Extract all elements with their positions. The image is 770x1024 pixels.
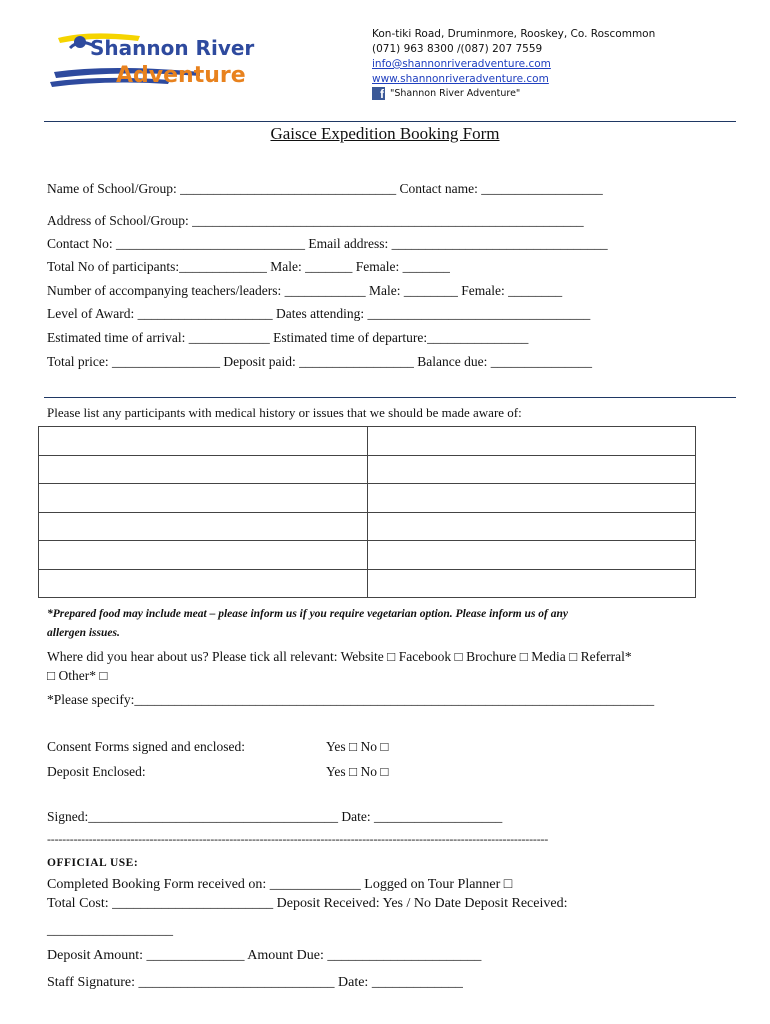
participants-field[interactable]: Total No of participants:_____________ Male: _______ Female: _______: [47, 259, 450, 274]
specify-field[interactable]: *Please specify:_____________________________________________________________________________: [47, 692, 655, 707]
dashed-separator: ------------------------------------------------------------------------------------------------------------------------------------: [47, 832, 549, 846]
address-field[interactable]: Address of School/Group: __________________________________________________________: [47, 213, 584, 228]
food-note-line2: allergen issues.: [47, 627, 120, 639]
table-cell[interactable]: [39, 541, 368, 570]
email-link[interactable]: info@shannonriveradventure.com: [372, 58, 551, 70]
consent-options[interactable]: Yes □ No □: [326, 739, 389, 754]
official-date-deposit-line[interactable]: __________________: [47, 923, 173, 938]
official-use-heading: OFFICIAL USE:: [47, 857, 139, 869]
official-deposit-amount-field[interactable]: Deposit Amount: ______________ Amount Due: ______________________: [47, 948, 482, 963]
form-title: Gaisce Expedition Booking Form: [270, 124, 500, 143]
signed-field[interactable]: Signed:_____________________________________ Date: ___________________: [47, 809, 503, 824]
school-group-field[interactable]: Name of School/Group: ________________________________ Contact name: __________________: [47, 181, 603, 196]
section-divider: [44, 397, 736, 398]
facebook-icon: f: [372, 87, 385, 100]
medical-table: [38, 426, 696, 598]
table-row: [39, 484, 696, 513]
table-row: [39, 569, 696, 598]
table-row: [39, 541, 696, 570]
table-cell[interactable]: [39, 569, 368, 598]
phone-text: (071) 963 8300 /(087) 207 7559: [372, 43, 543, 55]
table-cell[interactable]: [367, 427, 696, 456]
table-cell[interactable]: [367, 541, 696, 570]
hear-about-line2[interactable]: □ Other* □: [47, 668, 108, 683]
award-dates-field[interactable]: Level of Award: ____________________ Dates attending: _________________________________: [47, 306, 591, 321]
table-cell[interactable]: [39, 455, 368, 484]
official-received-field[interactable]: Completed Booking Form received on: _____________ Logged on Tour Planner □: [47, 877, 513, 892]
table-cell[interactable]: [367, 569, 696, 598]
table-cell[interactable]: [39, 427, 368, 456]
header-divider: [44, 121, 736, 122]
deposit-label: Deposit Enclosed:: [47, 764, 146, 779]
price-field[interactable]: Total price: ________________ Deposit paid: _________________ Balance due: _______________: [47, 354, 592, 369]
medical-prompt: Please list any participants with medical history or issues that we should be made aware of:: [47, 405, 522, 420]
address-text: Kon-tiki Road, Druminmore, Rooskey, Co. Roscommon: [372, 28, 656, 40]
table-cell[interactable]: [367, 484, 696, 513]
teachers-field[interactable]: Number of accompanying teachers/leaders: ____________ Male: ________ Female: ________: [47, 283, 563, 298]
consent-label: Consent Forms signed and enclosed:: [47, 739, 245, 754]
table-cell[interactable]: [39, 512, 368, 541]
table-cell[interactable]: [39, 484, 368, 513]
logo-line2: Adventure: [116, 63, 246, 88]
table-cell[interactable]: [367, 512, 696, 541]
official-total-cost-field[interactable]: Total Cost: _______________________ Deposit Received: Yes / No Date Deposit Received:: [47, 896, 568, 911]
website-link[interactable]: www.shannonriveradventure.com: [372, 73, 549, 85]
shannon-river-adventure-logo: [50, 28, 255, 94]
arrival-departure-field[interactable]: Estimated time of arrival: ____________ Estimated time of departure:_______________: [47, 330, 529, 345]
food-note-line1: *Prepared food may include meat – please inform us if you require vegetarian option. Please inform us of any: [47, 608, 568, 620]
facebook-row[interactable]: [372, 87, 520, 100]
table-row: [39, 427, 696, 456]
deposit-options[interactable]: Yes □ No □: [326, 764, 389, 779]
table-row: [39, 455, 696, 484]
hear-about-line1[interactable]: Where did you hear about us? Please tick all relevant: Website □ Facebook □ Brochure □ Media □ Referral*: [47, 649, 632, 664]
official-staff-signature-field[interactable]: Staff Signature: ____________________________ Date: _____________: [47, 975, 463, 990]
table-cell[interactable]: [367, 455, 696, 484]
logo-line1: Shannon River: [90, 36, 255, 60]
facebook-text: "Shannon River Adventure": [390, 88, 521, 99]
contact-email-field[interactable]: Contact No: ____________________________ Email address: ________________________________: [47, 236, 608, 251]
table-row: [39, 512, 696, 541]
